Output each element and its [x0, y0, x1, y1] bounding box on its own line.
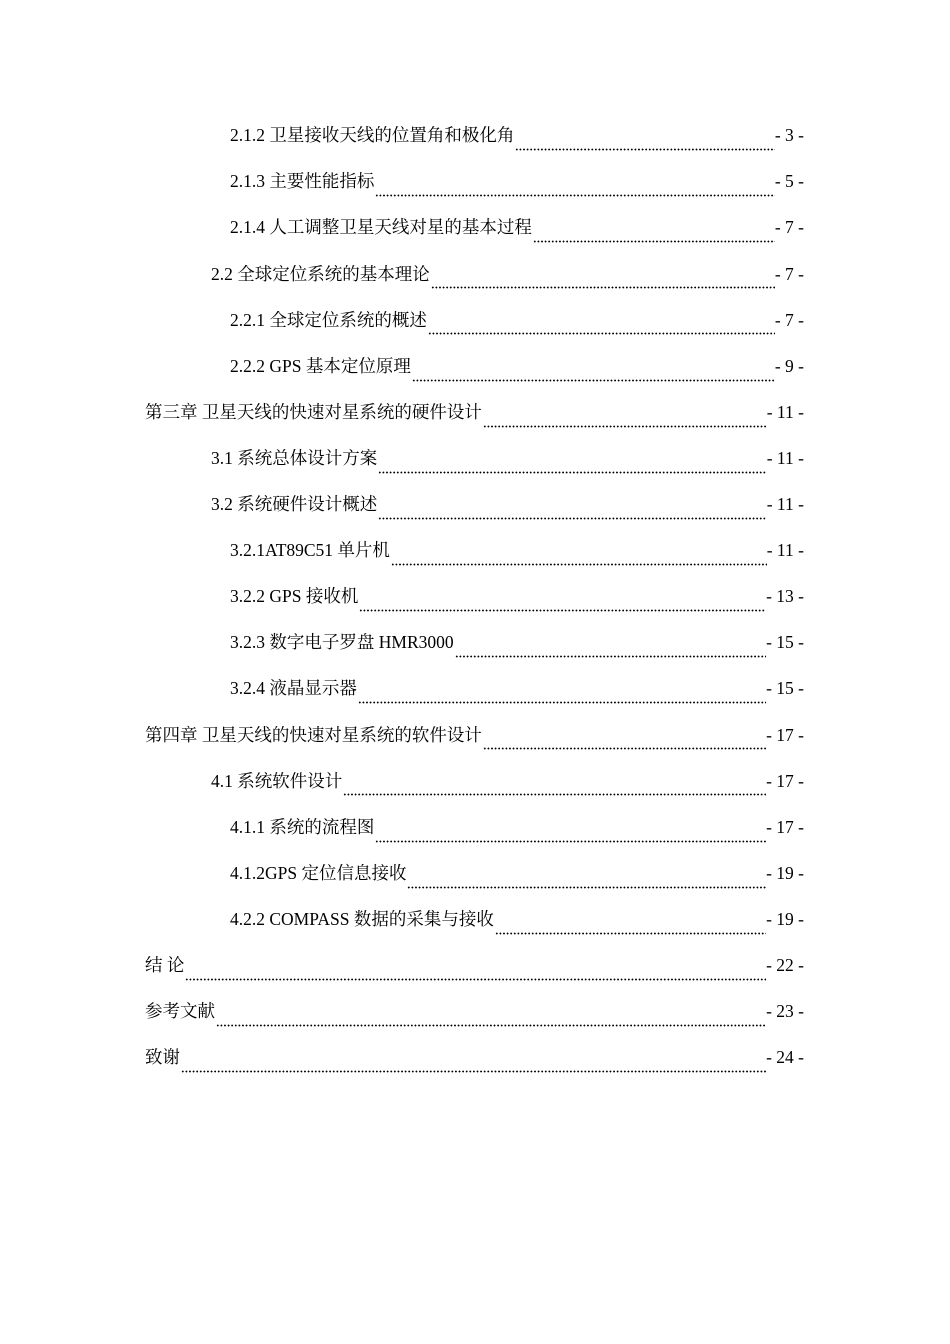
- toc-dot-leader: [412, 364, 775, 382]
- toc-dot-leader: [378, 502, 766, 520]
- toc-dot-leader: [428, 318, 775, 336]
- toc-entry[interactable]: [0, 251, 950, 297]
- toc-entry-title: 致谢: [145, 1047, 180, 1068]
- toc-entry[interactable]: [0, 1035, 950, 1081]
- toc-entry-title: 3.2 系统硬件设计概述: [211, 494, 378, 515]
- toc-entry[interactable]: [0, 804, 950, 850]
- toc-entry[interactable]: [0, 343, 950, 389]
- toc-entry-page: - 7 -: [774, 309, 804, 330]
- toc-entry-page: - 17 -: [766, 816, 804, 837]
- toc-entry-page: - 17 -: [766, 724, 804, 745]
- table-of-contents: [0, 113, 950, 1081]
- toc-entry[interactable]: [0, 159, 950, 205]
- toc-dot-leader: [358, 687, 766, 705]
- toc-entry-page: - 5 -: [774, 171, 804, 192]
- toc-entry[interactable]: [0, 851, 950, 897]
- toc-entry-page: - 23 -: [766, 1001, 804, 1022]
- toc-entry-title: 2.1.2 卫星接收天线的位置角和极化角: [230, 125, 515, 146]
- toc-entry[interactable]: [0, 390, 950, 436]
- toc-entry-page: - 15 -: [766, 632, 804, 653]
- toc-entry-title: 2.2 全球定位系统的基本理论: [211, 263, 430, 284]
- toc-entry[interactable]: [0, 712, 950, 758]
- toc-entry-title: 2.1.3 主要性能指标: [230, 171, 375, 192]
- toc-entry[interactable]: [0, 205, 950, 251]
- toc-dot-leader: [455, 641, 766, 659]
- toc-entry-title: 第三章 卫星天线的快速对星系统的硬件设计: [145, 401, 482, 422]
- toc-entry[interactable]: [0, 528, 950, 574]
- toc-dot-leader: [375, 180, 774, 198]
- toc-entry[interactable]: [0, 113, 950, 159]
- toc-dot-leader: [343, 779, 766, 797]
- toc-dot-leader: [407, 871, 766, 889]
- toc-entry[interactable]: [0, 666, 950, 712]
- toc-entry[interactable]: [0, 297, 950, 343]
- toc-entry-page: - 13 -: [766, 586, 804, 607]
- toc-entry-title: 3.1 系统总体设计方案: [211, 447, 378, 468]
- toc-dot-leader: [216, 1009, 766, 1027]
- toc-entry-title: 3.2.2 GPS 接收机: [230, 586, 359, 607]
- toc-entry[interactable]: [0, 943, 950, 989]
- toc-entry-page: - 11 -: [766, 540, 804, 561]
- toc-entry[interactable]: [0, 897, 950, 943]
- toc-entry-page: - 19 -: [766, 862, 804, 883]
- toc-dot-leader: [533, 226, 775, 244]
- toc-dot-leader: [359, 595, 766, 613]
- toc-entry-title: 结 论: [145, 954, 185, 975]
- toc-dot-leader: [375, 825, 766, 843]
- toc-entry-title: 4.1.1 系统的流程图: [230, 816, 375, 837]
- toc-entry-title: 2.2.2 GPS 基本定位原理: [230, 355, 411, 376]
- toc-dot-leader: [515, 134, 774, 152]
- toc-entry-page: - 11 -: [766, 447, 804, 468]
- toc-entry-page: - 9 -: [774, 355, 804, 376]
- toc-dot-leader: [483, 733, 766, 751]
- toc-entry-title: 参考文献: [145, 1001, 215, 1022]
- toc-entry-page: - 17 -: [766, 770, 804, 791]
- toc-entry-title: 4.2.2 COMPASS 数据的采集与接收: [230, 908, 494, 929]
- toc-entry-page: - 19 -: [766, 908, 804, 929]
- toc-entry[interactable]: [0, 620, 950, 666]
- toc-entry-title: 4.1.2GPS 定位信息接收: [230, 862, 407, 883]
- toc-dot-leader: [483, 410, 767, 428]
- toc-dot-leader: [181, 1055, 766, 1073]
- toc-entry-page: - 3 -: [774, 125, 804, 146]
- toc-entry-title: 3.2.4 液晶显示器: [230, 678, 357, 699]
- toc-dot-leader: [185, 963, 766, 981]
- toc-entry-title: 2.1.4 人工调整卫星天线对星的基本过程: [230, 217, 532, 238]
- toc-entry[interactable]: [0, 574, 950, 620]
- toc-entry-title: 3.2.3 数字电子罗盘 HMR3000: [230, 632, 454, 653]
- toc-dot-leader: [391, 548, 767, 566]
- toc-entry-title: 第四章 卫星天线的快速对星系统的软件设计: [145, 724, 482, 745]
- toc-entry-page: - 7 -: [774, 263, 804, 284]
- toc-entry-title: 3.2.1AT89C51 单片机: [230, 540, 390, 561]
- toc-entry[interactable]: [0, 482, 950, 528]
- toc-dot-leader: [431, 272, 775, 290]
- toc-entry-page: - 11 -: [766, 401, 804, 422]
- toc-entry-page: - 22 -: [766, 954, 804, 975]
- toc-entry-title: 2.2.1 全球定位系统的概述: [230, 309, 427, 330]
- toc-dot-leader: [378, 456, 766, 474]
- toc-dot-leader: [495, 917, 766, 935]
- toc-entry[interactable]: [0, 989, 950, 1035]
- toc-entry-page: - 15 -: [766, 678, 804, 699]
- toc-entry-page: - 7 -: [774, 217, 804, 238]
- toc-entry[interactable]: [0, 758, 950, 804]
- toc-entry-title: 4.1 系统软件设计: [211, 770, 343, 791]
- toc-entry-page: - 11 -: [766, 494, 804, 515]
- toc-entry[interactable]: [0, 436, 950, 482]
- toc-entry-page: - 24 -: [766, 1047, 804, 1068]
